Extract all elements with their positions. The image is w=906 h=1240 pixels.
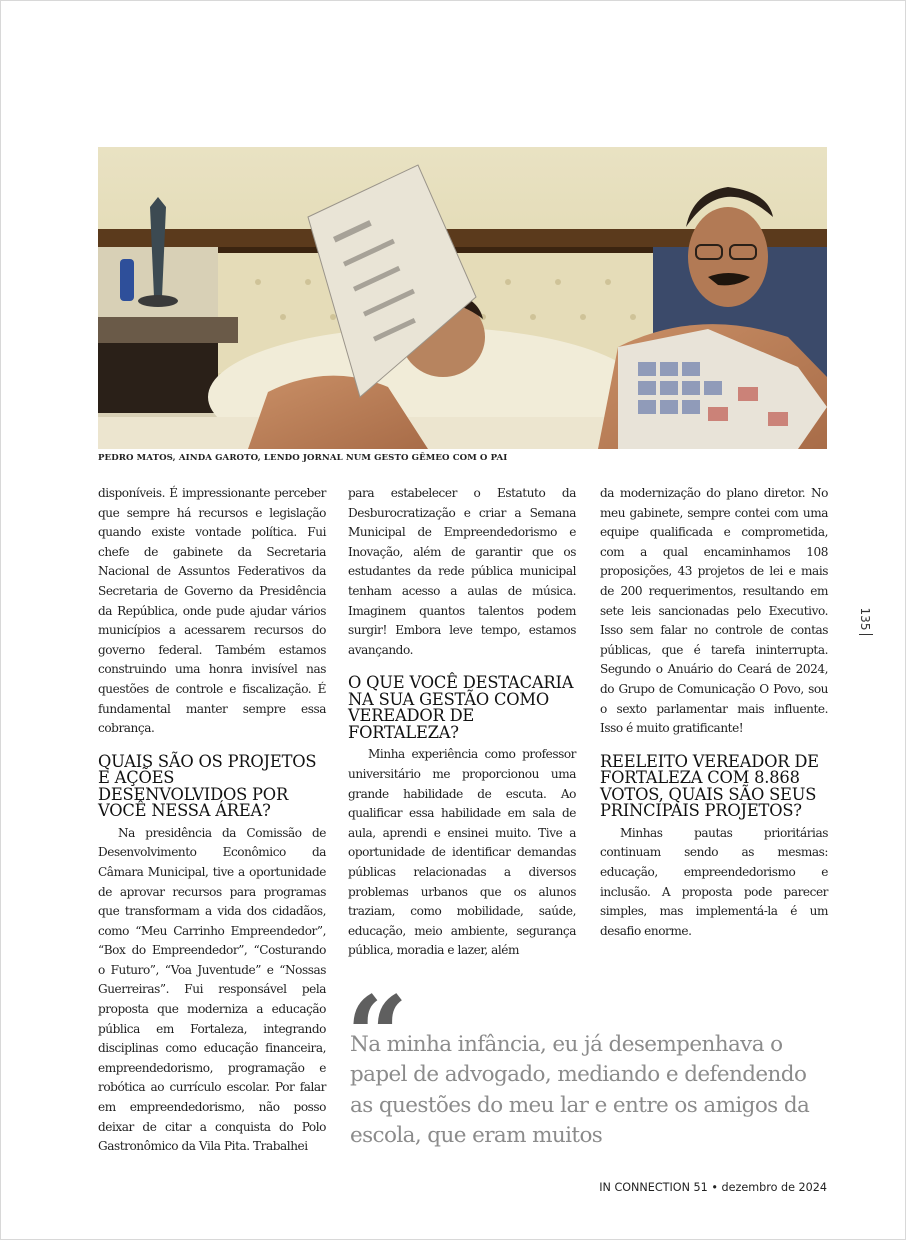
paragraph: para estabelecer o Estatuto da Desburocratização e criar a Semana Municipal de Empreendedorismo e Inovação, além de garantir que os estudantes da rede pública municipal tenham acesso a aulas de música. Imaginem quantos talentos podem surgir! Embora leve tempo, estamos avançando. — [348, 486, 576, 657]
question-heading: O QUE VOCÊ DESTACARIA NA SUA GESTÃO COMO VEREADOR DE FORTALEZA? — [348, 673, 574, 742]
article-column-1 — [98, 484, 326, 1157]
question-heading: REELEITO VEREADOR DE FORTALEZA COM 8.868 VOTOS, QUAIS SÃO SEUS PRINCIPAIS PROJETOS? — [600, 751, 819, 821]
article-column-3 — [600, 484, 828, 941]
paragraph: da modernização do plano diretor. No meu gabinete, sempre contei com uma equipe qualificada e comprometida, com a qual encaminhamos 108 proposições, 43 projetos de lei e mais de 200 requerimentos, resultando em sete leis sancionadas pelo Executivo. Isso sem falar no controle de contas públicas, que é tarefa ininterrupta. Segundo o Anuário do Ceará de 2024, do Grupo de Comunicação O Povo, sou o sexto parlamentar mais influente. Isso é muito gratificante! — [600, 486, 828, 736]
footer: IN CONNECTION 51 • dezembro de 2024 — [599, 1181, 827, 1194]
paragraph: Minha experiência como professor universitário me proporcionou uma grande habilidade de escuta. Ao qualificar essa habilidade em sala de aula, aprendi e ensinei muito. Tive a oportunidade de identificar demandas públicas relacionadas a diversos problemas urbanos que os alunos traziam, como mobilidade, saúde, educação, meio ambiente, segurança pública, moradia e lazer, além — [348, 747, 576, 958]
page-number: 135 — [858, 607, 872, 631]
question-heading: QUAIS SÃO OS PROJETOS E AÇÕES DESENVOLVIDOS POR VOCÊ NESSA ÁREA? — [98, 751, 317, 821]
paragraph: Na presidência da Comissão de Desenvolvimento Econômico da Câmara Municipal, tive a oportunidade de aprovar recursos para programas que transformam a vida dos cidadãos, como “Meu Carrinho Empreendedor”, “Box do Empreendedor”, “Costurando o Futuro”, “Voa Juventude” e “Nossas Guerreiras”. Fui responsável pela proposta que moderniza a educação pública em Fortaleza, integrando disciplinas como educação financeira, empreendedorismo, programação e robótica ao currículo escolar. Por falar em empreendedorismo, não posso deixar de citar a conquista do Polo Gastronômico da Vila Pita. Trabalhei — [98, 825, 326, 1154]
paragraph: Minhas pautas prioritárias continuam sendo as mesmas: educação, empreendedorismo e inclusão. A proposta pode parecer simples, mas implementá-la é um desafio enorme. — [600, 825, 828, 938]
article-column-2 — [348, 484, 576, 961]
paragraph: disponíveis. É impressionante perceber que sempre há recursos e legislação quando existe vontade política. Fui chefe de gabinete da Secretaria Nacional de Assuntos Federativos da Secretaria de Governo da Presidência da República, onde pude ajudar vários municípios a acessarem recursos do governo federal. Também estamos construindo uma honra invisível nas questões de controle e fiscalização. É fundamental manter sempre essa cobrança. — [98, 486, 326, 736]
photo-caption: PEDRO MATOS, AINDA GAROTO, LENDO JORNAL NUM GESTO GÊMEO COM O PAI — [98, 453, 508, 463]
side-divider — [859, 634, 873, 635]
quote-mark-icon: “ — [346, 973, 409, 1099]
photo-father-and-son-reading-newspaper — [98, 147, 827, 449]
pull-quote: Na minha infância, eu já desempenhava o papel de advogado, mediando e defendendo as questões do meu lar e entre os amigos da escola, que eram muitos — [350, 1032, 810, 1149]
